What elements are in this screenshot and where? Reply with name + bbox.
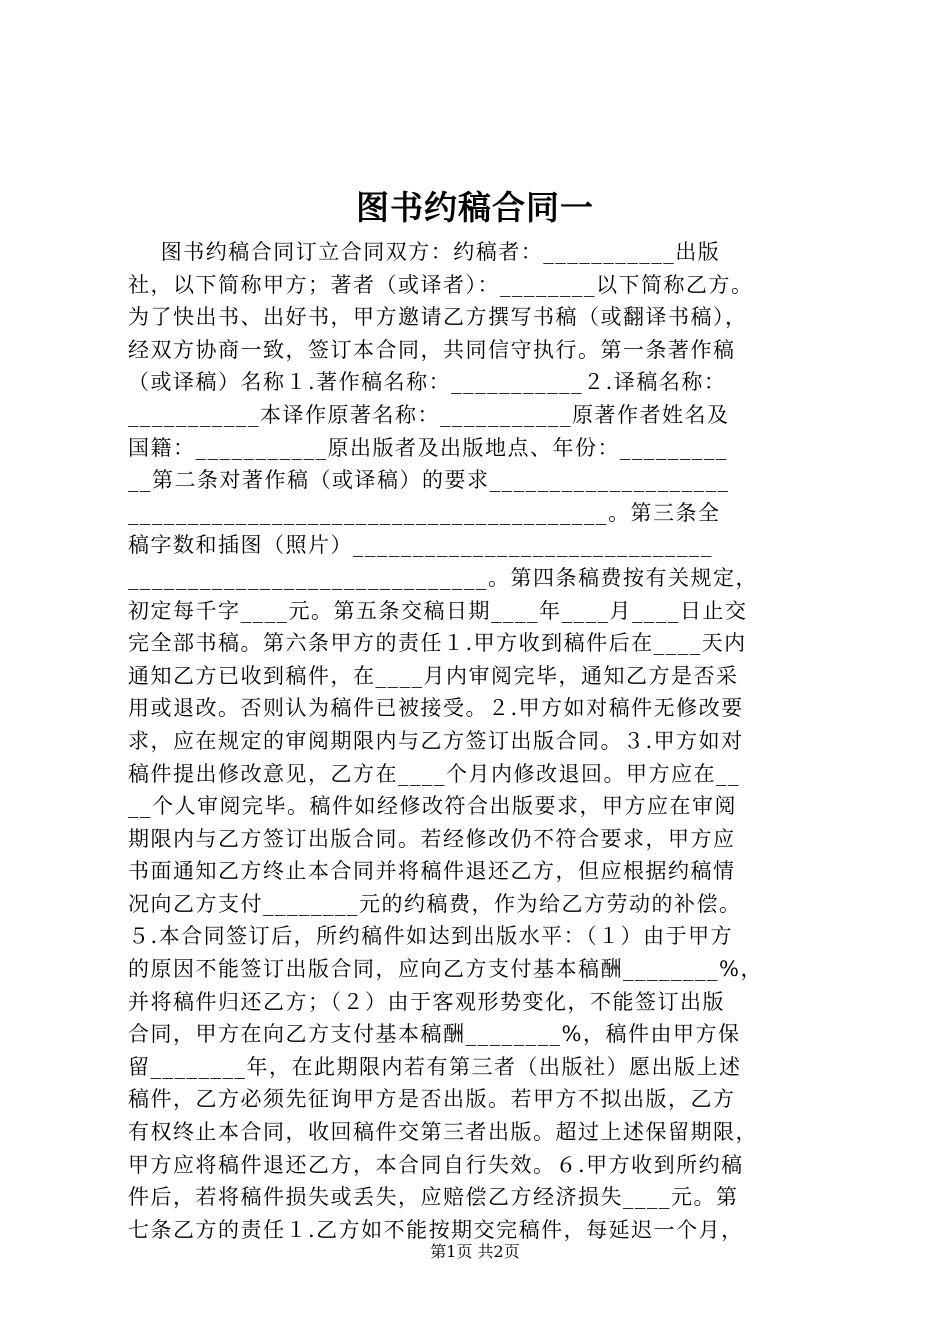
body-line: 国籍：___________原出版者及出版地点、年份：_________ [128,435,728,460]
contract-body [128,236,836,1246]
body-line: 社，以下简称甲方；著者（或译者）：________以下简称乙方。 [128,272,754,297]
body-line: 经双方协商一致，签订本合同，共同信守执行。第一条著作稿 [128,337,736,362]
body-line: 稿字数和插图（照片）______________________________ [128,533,713,558]
body-line: 七条乙方的责任１.乙方如不能按期交完稿件，每延迟一个月， [128,1217,744,1242]
body-line: ___________本译作原著名称：___________原著作者姓名及 [128,402,730,427]
body-line: 的原因不能签订出版合同，应向乙方支付基本稿酬________%， [128,957,763,982]
body-line: ５.本合同签订后，所约稿件如达到出版水平：（１）由于甲方 [128,924,734,949]
body-line: __个人审阅完毕。稿件如经修改符合出版要求，甲方应在审阅 [128,794,737,819]
body-line: 图书约稿合同订立合同双方：约稿者：___________出版 [128,240,721,264]
body-line: 完全部书稿。第六条甲方的责任１.甲方收到稿件后在____天内 [128,631,747,656]
body-line: 书面通知乙方终止本合同并将稿件退还乙方，但应根据约稿情 [128,859,736,884]
body-line: 用或退改。否则认为稿件已被接受。２.甲方如对稿件无修改要 [128,696,744,721]
body-line: 求，应在规定的审阅期限内与乙方签订出版合同。３.甲方如对 [128,728,744,753]
body-line: 甲方应将稿件退还乙方，本合同自行失效。６.甲方收到所约稿 [128,1152,744,1177]
body-line: 留________年，在此期限内若有第三者（出版社）愿出版上述 [128,1054,742,1079]
body-line: 稿件提出修改意见，乙方在____个月内修改退回。甲方应在__ [128,761,740,786]
document-title: 图书约稿合同一 [356,188,594,227]
page-footer: 第1页 共2页 [430,1242,520,1261]
body-line: 稿件，乙方必须先征询甲方是否出版。若甲方不拟出版，乙方 [128,1087,736,1112]
body-line: 并将稿件归还乙方；（２）由于客观形势变化，不能签订出版 [128,989,725,1014]
body-line: __第二条对著作稿（或译稿）的要求____________________ [128,468,730,493]
body-line: 期限内与乙方签订出版合同。若经修改仍不符合要求，甲方应 [128,826,736,851]
body-line: 有权终止本合同，收回稿件交第三者出版。超过上述保留期限， [128,1120,758,1145]
body-line: 况向乙方支付________元的约稿费，作为给乙方劳动的补偿。 [128,891,742,916]
body-line: ______________________________。第四条稿费按有关规定， [128,565,758,590]
body-line: 初定每千字____元。第五条交稿日期____年____月____日止交 [128,598,748,623]
body-line: 合同，甲方在向乙方支付基本稿酬________%，稿件由甲方保 [128,1022,741,1047]
body-line: 为了快出书、出好书，甲方邀请乙方撰写书稿（或翻译书稿）， [128,305,748,330]
body-line: （或译稿）名称１.著作稿名称：___________２.译稿名称： [128,370,727,395]
body-line: ________________________________________。第三条全 [128,500,721,525]
body-line: 件后，若将稿件损失或丢失，应赔偿乙方经济损失____元。第 [128,1185,739,1210]
body-line: 通知乙方已收到稿件，在____月内审阅完毕，通知乙方是否采 [128,663,739,688]
